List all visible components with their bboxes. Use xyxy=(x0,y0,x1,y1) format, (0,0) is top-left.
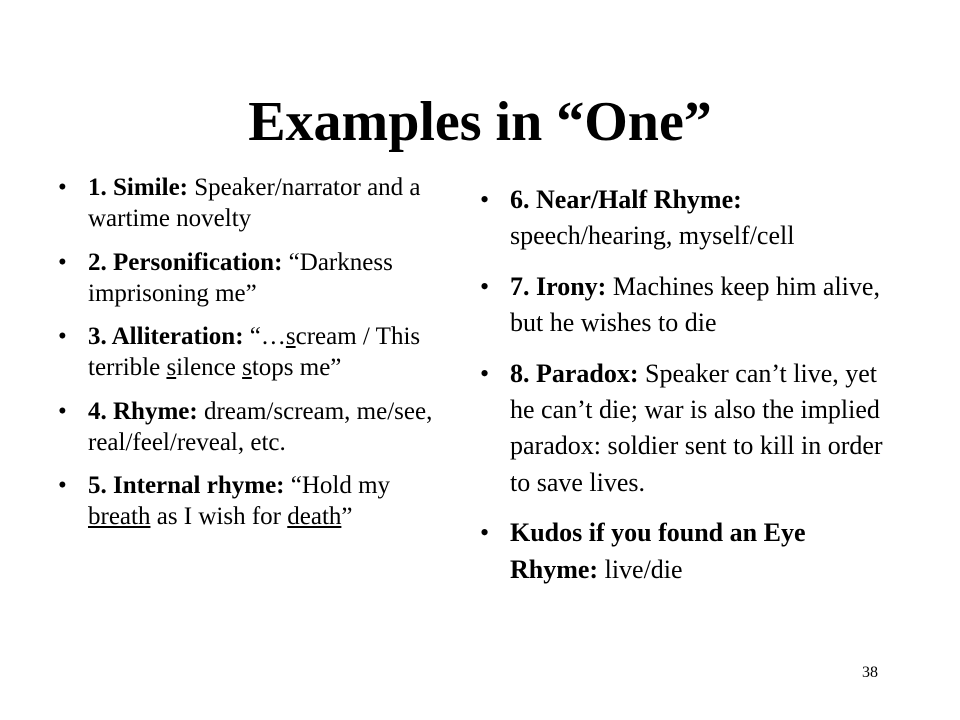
device-label: 3. Alliteration: xyxy=(88,323,244,350)
bullet-icon: • xyxy=(480,358,490,388)
bullet-icon: • xyxy=(480,518,490,548)
example-text: tops me” xyxy=(251,354,342,382)
example-text: as I wish for xyxy=(150,503,288,531)
bullet-icon: • xyxy=(58,397,67,425)
bullet-irony xyxy=(480,269,890,342)
bullet-icon: • xyxy=(480,271,490,301)
device-example: Speaker/narrator and a wartime novelty xyxy=(88,174,421,233)
bullet-simile xyxy=(58,172,458,235)
device-label: 5. Internal rhyme: xyxy=(88,472,285,499)
underlined-letter: s xyxy=(242,354,252,382)
example-text: “… xyxy=(243,323,286,350)
device-example: Machines keep him alive, but he wishes to die xyxy=(510,271,880,338)
bullet-icon: • xyxy=(58,174,67,201)
device-example: live/die xyxy=(598,554,683,584)
device-label: 4. Rhyme: xyxy=(88,397,198,425)
underlined-word: death xyxy=(287,503,342,531)
device-label: 2. Personification: xyxy=(88,248,283,276)
bullet-alliteration xyxy=(58,321,458,384)
device-label: 7. Irony: xyxy=(510,271,607,301)
bullet-eye-rhyme xyxy=(480,515,890,588)
device-label: Kudos if you found an Eye Rhyme: xyxy=(510,518,806,584)
device-label: 6. Near/Half Rhyme: xyxy=(510,185,742,214)
slide-title: Examples in “One” xyxy=(248,91,712,153)
bullet-personification xyxy=(58,247,458,310)
device-example: dream/scream, me/see, real/feel/reveal, etc. xyxy=(88,397,433,456)
bullet-near-half-rhyme xyxy=(480,182,890,255)
device-example: speech/hearing, myself/cell xyxy=(510,221,795,251)
example-text: “Hold my xyxy=(284,472,391,499)
bullet-icon: • xyxy=(480,185,490,214)
left-bullet-list xyxy=(58,172,458,545)
example-text: ” xyxy=(341,503,353,531)
device-label: 8. Paradox: xyxy=(510,358,639,388)
underlined-word: breath xyxy=(88,503,151,531)
underlined-letter: s xyxy=(166,354,177,382)
page-number: 38 xyxy=(862,664,878,681)
bullet-icon: • xyxy=(58,323,67,350)
device-example: “Darkness imprisoning me” xyxy=(88,248,393,307)
bullet-internal-rhyme xyxy=(58,470,458,533)
device-example: Speaker can’t live, yet he can’t die; war is also the implied paradox: soldier sent to kill in order to save lives. xyxy=(510,358,883,497)
underlined-letter: s xyxy=(285,323,296,350)
bullet-paradox xyxy=(480,356,890,502)
right-bullet-list xyxy=(480,172,890,602)
bullet-icon: • xyxy=(58,472,67,499)
example-text: ilence xyxy=(176,354,243,382)
example-text: cream / This terrible xyxy=(88,323,421,382)
bullet-icon: • xyxy=(58,248,67,276)
device-label: 1. Simile: xyxy=(88,174,188,201)
bullet-rhyme xyxy=(58,396,458,459)
